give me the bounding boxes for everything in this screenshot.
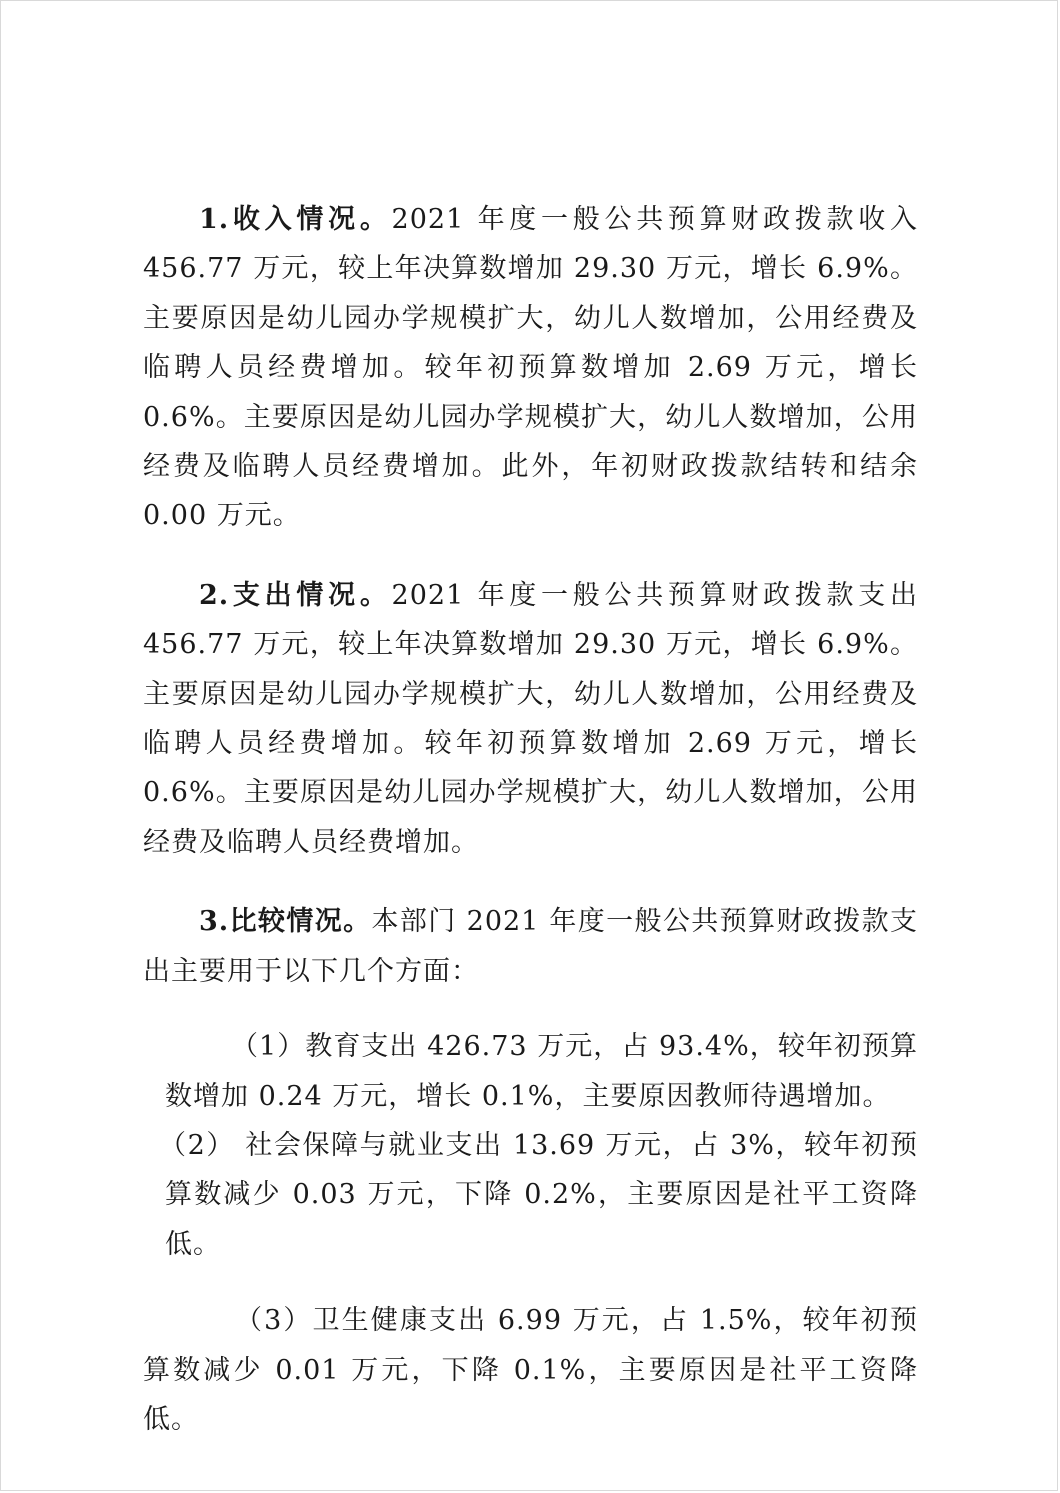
list-item-social-security: （2） 社会保障与就业支出 13.69 万元，占 3%，较年初预算数减少 0.03 万元，下降 0.2%，主要原因是社平工资降低。 — [159, 1129, 918, 1260]
income-text: 2021 年度一般公共预算财政拨款收入 456.77 万元，较上年决算数增加 29.30 万元，增长 6.9%。主要原因是幼儿园办学规模扩大，幼儿人数增加，公用经费及临聘人员经费增加。较年初预算数增加 2.69 万元，增长 0.6%。主要原因是幼儿园办学规模扩大，幼儿人数增加，公用经费及临聘人员经费增加。此外，年初财政拨款结转和结余 0.00 万元。 — [143, 204, 919, 532]
list-item-education: （1）教育支出 426.73 万元，占 93.4%，较年初预算数增加 0.24 万元，增长 0.1%，主要原因教师待遇增加。 — [165, 1031, 918, 1112]
list-item-health: （3）卫生健康支出 6.99 万元，占 1.5%，较年初预算数减少 0.01 万元，下降 0.1%，主要原因是社平工资降低。 — [143, 1305, 918, 1435]
comparison-text: 本部门 2021 年度一般公共预算财政拨款支出主要用于以下几个方面： — [143, 906, 918, 987]
expenditure-text: 2021 年度一般公共预算财政拨款支出 456.77 万元，较上年决算数增加 29.30 万元，增长 6.9%。主要原因是幼儿园办学规模扩大，幼儿人数增加，公用经费及临聘人员经费增加。较年初预算数增加 2.69 万元，增长 0.6%。主要原因是幼儿园办学规模扩大，幼儿人数增加，公用经费及临聘人员经费增加。 — [143, 579, 919, 858]
comparison-heading: 3.比较情况。 — [199, 906, 372, 938]
income-paragraph — [143, 195, 918, 541]
expenditure-paragraph — [143, 571, 918, 867]
expenditure-heading: 2.支出情况。 — [199, 579, 392, 611]
comparison-paragraph — [143, 897, 918, 996]
document-body — [143, 195, 918, 1444]
income-heading: 1.收入情况。 — [199, 204, 392, 235]
